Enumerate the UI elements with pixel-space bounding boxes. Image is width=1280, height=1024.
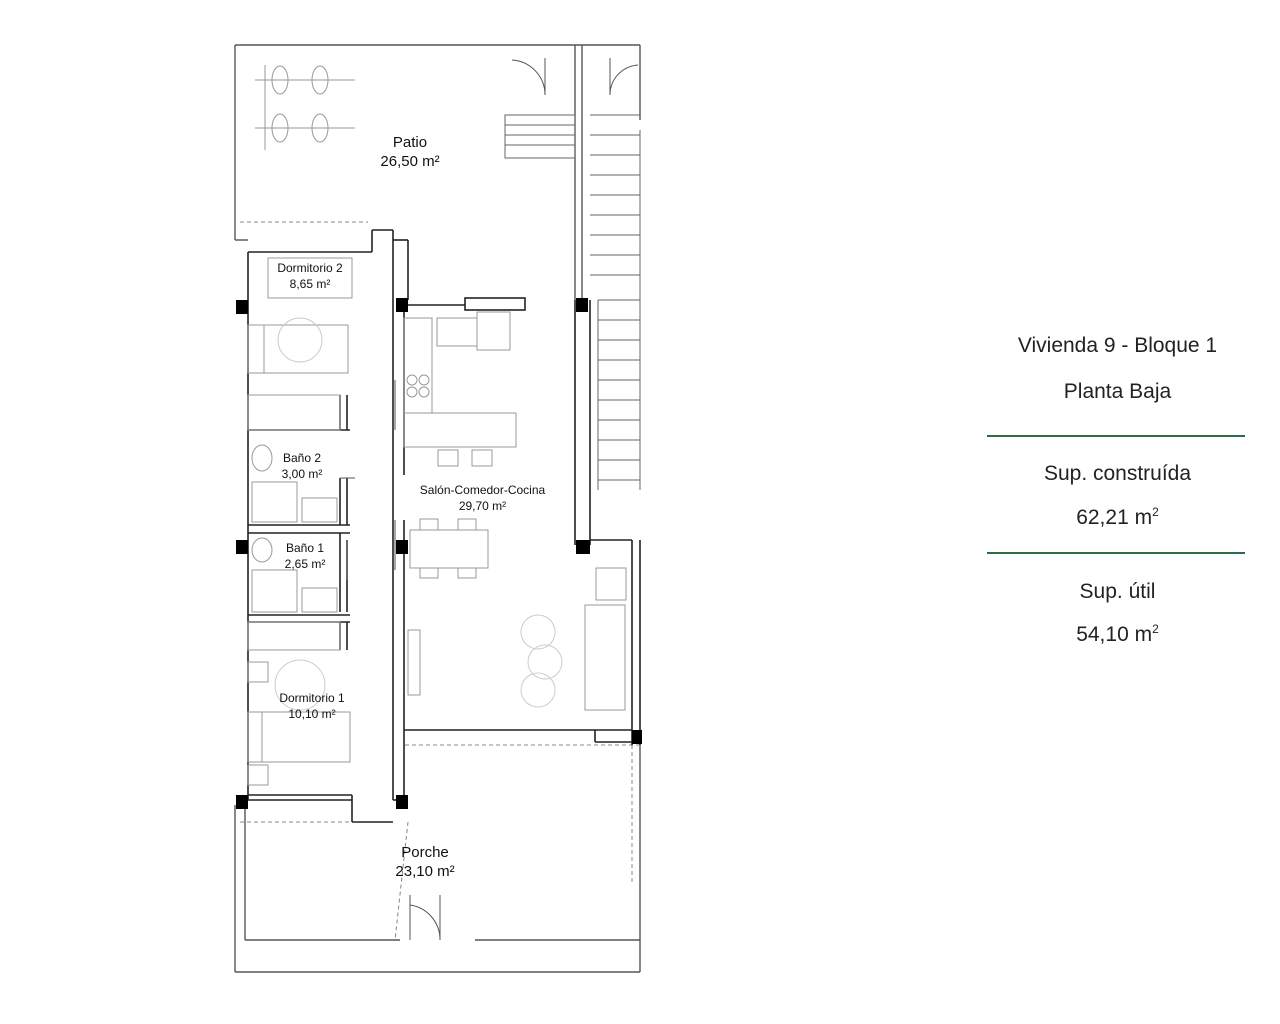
floor-name: Planta Baja (1063, 380, 1172, 403)
room-label-bano-1 (265, 540, 345, 572)
room-label-dormitorio-2 (260, 260, 360, 292)
room-area: 29,70 m² (458, 499, 507, 513)
built-area-number: 62,21 m (1076, 506, 1153, 529)
unit-title: Vivienda 9 - Bloque 1 (1017, 334, 1218, 357)
room-name: Baño 1 (285, 541, 325, 555)
useful-area-value (990, 623, 1245, 647)
patio-loungers (255, 65, 355, 150)
room-name: Baño 2 (282, 451, 322, 465)
room-name: Porche (401, 844, 449, 861)
built-area-label: Sup. construída (1043, 462, 1192, 485)
unit-superscript: 2 (1152, 622, 1159, 636)
room-name: Dormitorio 2 (277, 261, 343, 275)
unit-superscript: 2 (1152, 505, 1159, 519)
room-name: Patio (392, 134, 428, 151)
room-area: 10,10 m² (288, 707, 336, 721)
useful-area-number: 54,10 m (1076, 623, 1153, 646)
room-label-patio (355, 133, 465, 171)
room-area: 26,50 m² (380, 153, 440, 170)
divider (987, 435, 1245, 437)
built-area-value (990, 506, 1245, 530)
room-label-bano-2 (262, 450, 342, 482)
room-name: Dormitorio 1 (279, 691, 345, 705)
divider (987, 552, 1245, 554)
room-label-porche (370, 843, 480, 881)
dashed-boundaries (240, 222, 640, 940)
room-area: 3,00 m² (281, 467, 323, 481)
room-area: 2,65 m² (284, 557, 326, 571)
room-area: 8,65 m² (289, 277, 331, 291)
room-area: 23,10 m² (395, 863, 455, 880)
room-label-dormitorio-1 (262, 690, 362, 722)
room-name: Salón-Comedor-Cocina (419, 483, 546, 497)
room-label-salon-comedor-cocina (400, 482, 565, 514)
useful-area-label: Sup. útil (1079, 580, 1156, 603)
